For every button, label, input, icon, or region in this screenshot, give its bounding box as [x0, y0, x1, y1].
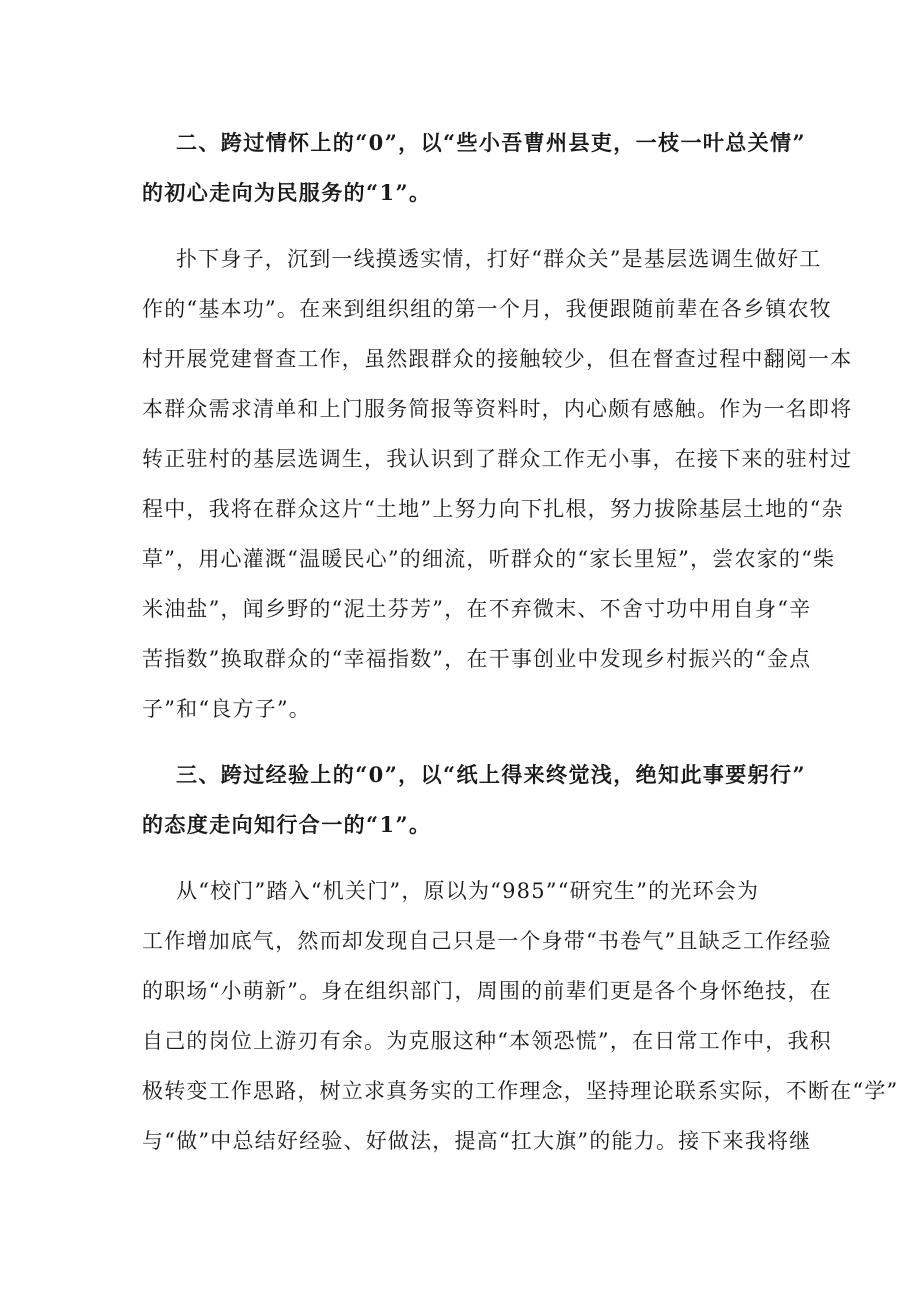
section3-paragraph-line: 工作增加底气，然而却发现自己只是一个身带“书卷气”且缺乏工作经验 — [142, 929, 832, 953]
section2-paragraph-line: 村开展党建督查工作，虽然跟群众的接触较少，但在督查过程中翻阅一本 — [142, 347, 853, 371]
section2-paragraph-line: 本群众需求清单和上门服务简报等资料时，内心颇有感触。作为一名即将 — [142, 397, 853, 421]
section3-heading-line2: 的态度走向知行合一的“1”。 — [142, 812, 432, 837]
section3-heading-line1: 三、跨过经验上的“0”，以“纸上得来终觉浅，绝知此事要躬行” — [176, 762, 806, 787]
section3-paragraph-line: 自己的岗位上游刃有余。为克服这种“本领恐慌”，在日常工作中，我积 — [142, 1029, 832, 1053]
section2-paragraph-line: 作的“基本功”。在来到组织组的第一个月，我便跟随前辈在各乡镇农牧 — [142, 297, 832, 321]
section2-paragraph-line: 程中，我将在群众这片“土地”上努力向下扎根，努力拔除基层土地的“杂 — [142, 497, 844, 521]
section2-paragraph-line: 子”和“良方子”。 — [142, 697, 312, 721]
section3-paragraph-line: 极转变工作思路，树立求真务实的工作理念，坚持理论联系实际，不断在“学” — [142, 1079, 899, 1103]
section3-paragraph-line: 与“做”中总结好经验、好做法，提高“扛大旗”的能力。接下来我将继 — [142, 1129, 812, 1153]
section2-paragraph-line: 米油盐”，闻乡野的“泥土芬芳”，在不弃微末、不舍寸功中用自身“辛 — [142, 597, 812, 621]
section3-paragraph-line: 的职场“小萌新”。身在组织部门，周围的前辈们更是各个身怀绝技，在 — [142, 979, 832, 1003]
section2-paragraph-line: 扑下身子，沉到一线摸透实情，打好“群众关”是基层选调生做好工 — [176, 247, 822, 271]
section3-paragraph-line: 从“校门”踏入“机关门”，原以为“985”“研究生”的光环会为 — [176, 879, 760, 903]
section2-heading-line1: 二、跨过情怀上的“0”，以“些小吾曹州县吏，一枝一叶总关情” — [176, 130, 806, 155]
section2-paragraph-line: 草”，用心灌溉“温暖民心”的细流，听群众的“家长里短”，尝农家的“柴 — [142, 547, 836, 571]
section2-paragraph-line: 转正驻村的基层选调生，我认识到了群众工作无小事，在接下来的驻村过 — [142, 447, 853, 471]
section2-heading-line2: 的初心走向为民服务的“1”。 — [142, 180, 432, 205]
section2-paragraph-line: 苦指数”换取群众的“幸福指数”，在干事创业中发现乡村振兴的“金点 — [142, 647, 812, 671]
